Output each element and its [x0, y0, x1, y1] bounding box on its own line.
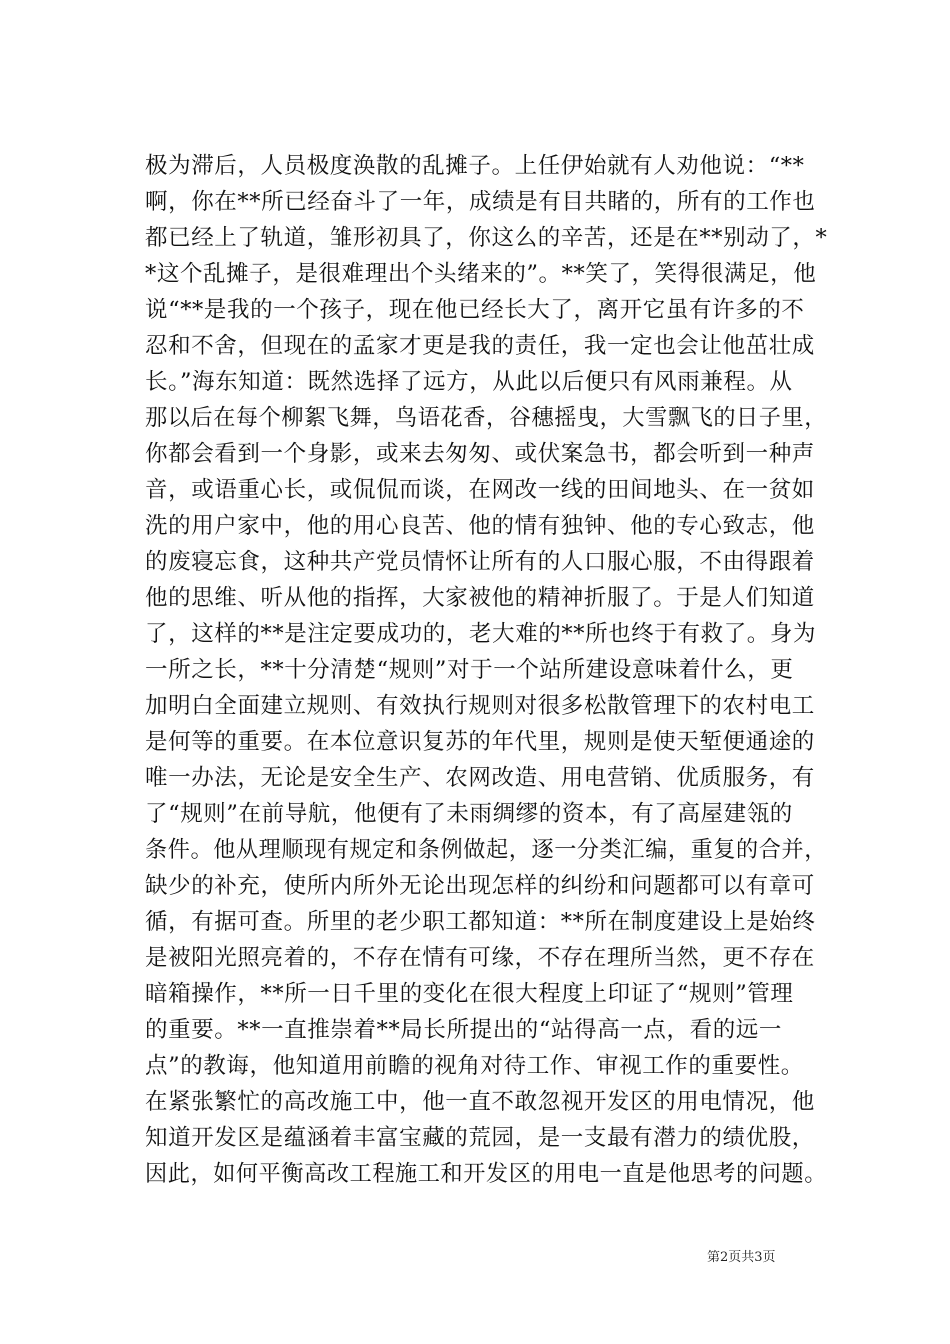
text-line: 的重要。**一直推崇着**局长所提出的“站得高一点，看的远一 — [145, 1017, 783, 1043]
text-line: 说“**是我的一个孩子，现在他已经长大了，离开它虽有许多的不 — [145, 297, 805, 323]
text-line: 都已经上了轨道，雏形初具了，你这么的辛苦，还是在**别动了，* — [145, 225, 828, 251]
text-line: 缺少的补充，使所内所外无论出现怎样的纠纷和问题都可以有章可 — [145, 873, 815, 899]
text-line: 了“规则”在前导航，他便有了未雨绸缪的资本，有了高屋建瓴的 — [145, 801, 793, 827]
text-line: 是被阳光照亮着的，不存在情有可缘，不存在理所当然，更不存在 — [145, 945, 815, 971]
body-text — [145, 148, 827, 1192]
text-line: 你都会看到一个身影，或来去匆匆、或伏案急书，都会听到一种声 — [145, 441, 815, 467]
text-line: 极为滞后，人员极度涣散的乱摊子。上任伊始就有人劝他说：“** — [145, 153, 805, 179]
text-line: 一所之长，**十分清楚“规则”对于一个站所建设意味着什么，更 — [145, 657, 794, 683]
page-number: 第2页共3页 — [707, 1250, 776, 1265]
text-line: 音，或语重心长，或侃侃而谈，在网改一线的田间地头、在一贫如 — [145, 477, 815, 503]
text-line: 加明白全面建立规则、有效执行规则对很多松散管理下的农村电工 — [145, 693, 815, 719]
text-line: *这个乱摊子，是很难理出个头绪来的”。**笑了，笑得很满足，他 — [145, 261, 817, 287]
text-line: 循，有据可查。所里的老少职工都知道：**所在制度建设上是始终 — [145, 909, 816, 935]
text-line: 在紧张繁忙的高改施工中，他一直不敢忽视开发区的用电情况，他 — [145, 1089, 815, 1115]
text-line: 忍和不舍，但现在的孟家才更是我的责任，我一定也会让他茁壮成 — [145, 333, 815, 359]
text-line: 了，这样的**是注定要成功的，老大难的**所也终于有救了。身为 — [145, 621, 817, 647]
text-line: 他的思维、听从他的指挥，大家被他的精神折服了。于是人们知道 — [145, 585, 815, 611]
text-line: 因此，如何平衡高改工程施工和开发区的用电一直是他思考的问题。 — [145, 1161, 827, 1187]
text-line: 是何等的重要。在本位意识复苏的年代里，规则是使天堑便通途的 — [145, 729, 815, 755]
text-line: 的废寝忘食，这种共产党员情怀让所有的人口服心服，不由得跟着 — [145, 549, 815, 575]
text-line: 长。”海东知道：既然选择了远方，从此以后便只有风雨兼程。从 — [145, 369, 793, 395]
text-line: 暗箱操作，**所一日千里的变化在很大程度上印证了“规则”管理 — [145, 981, 794, 1007]
text-line: 啊，你在**所已经奋斗了一年，成绩是有目共睹的，所有的工作也 — [145, 189, 816, 215]
text-line: 那以后在每个柳絮飞舞，鸟语花香，谷穗摇曳，大雪飘飞的日子里， — [145, 405, 827, 431]
text-line: 洗的用户家中，他的用心良苦、他的情有独钟、他的专心致志，他 — [145, 513, 815, 539]
text-line: 唯一办法，无论是安全生产、农网改造、用电营销、优质服务，有 — [145, 765, 815, 791]
text-line: 知道开发区是蕴涵着丰富宝藏的荒园，是一支最有潜力的绩优股， — [145, 1125, 815, 1151]
text-line: 条件。他从理顺现有规定和条例做起，逐一分类汇编，重复的合并， — [145, 837, 827, 863]
text-line: 点”的教诲，他知道用前瞻的视角对待工作、审视工作的重要性。 — [145, 1053, 804, 1079]
